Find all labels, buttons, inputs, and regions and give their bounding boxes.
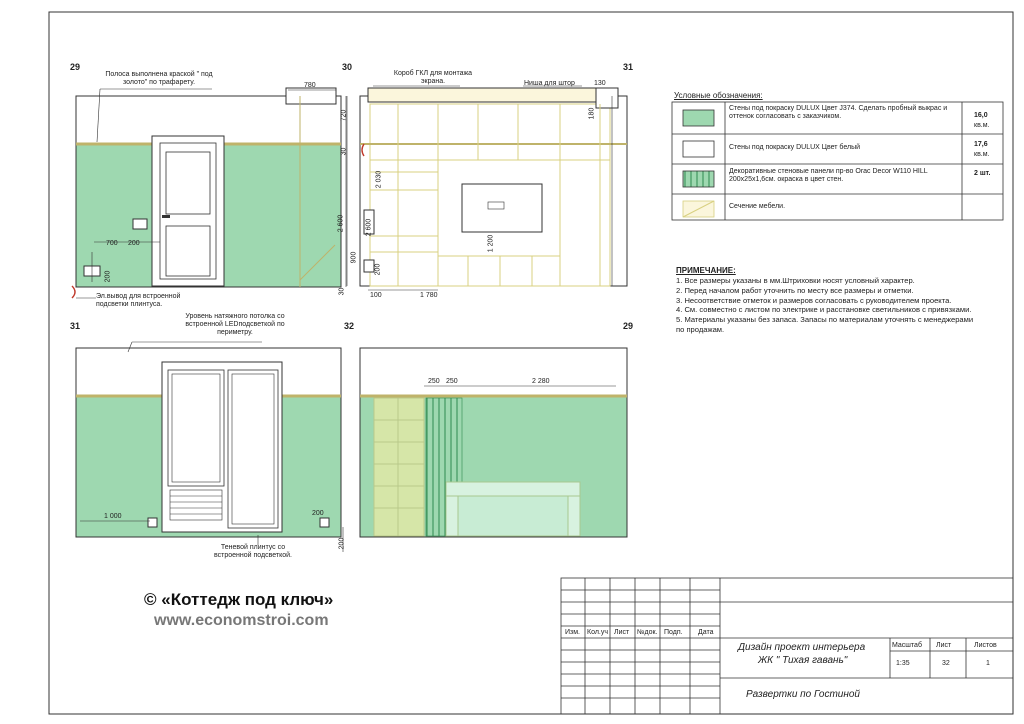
dim-130: 130 (594, 80, 606, 87)
dim-200a: 200 (128, 240, 140, 247)
legend-row-2-unit: кв.м. (974, 151, 990, 158)
legend-row-1-qty: 16,0 (974, 112, 988, 119)
elevation-ref-31b: 31 (70, 321, 81, 331)
elevation-ref-32: 32 (344, 321, 355, 331)
socket-icon (364, 260, 374, 272)
legend-swatch-panels (683, 171, 714, 187)
elevation-ref-30: 30 (342, 62, 353, 72)
tb-project-line2: ЖК " Тихая гавань" (758, 655, 848, 666)
elevation-ref-29b: 29 (623, 321, 634, 331)
callout-stretch-ceiling: Уровень натяжного потолка со встроенной LEDподсветкой по периметру. (185, 313, 285, 337)
dim-900: 900 (350, 251, 358, 264)
socket-icon (320, 518, 329, 527)
dim-1000: 1 000 (104, 513, 122, 520)
notes-heading: ПРИМЕЧАНИЕ: (676, 266, 736, 275)
elevation-29-30 (72, 88, 346, 298)
legend-swatch-green (683, 110, 714, 126)
company-website: www.economstroi.com (154, 612, 329, 629)
tv-socket-icon (488, 202, 504, 209)
tb-sheet-value: 32 (942, 660, 950, 667)
dim-250a: 250 (428, 378, 440, 385)
dim-180: 180 (588, 107, 596, 120)
legend-row-3-text: Декоративные стеновые панели пр-во Orac Decor W110 HILL 200х25х1,6см. окраска в цвет стен. (729, 168, 928, 184)
note-3: 3. Несоответствие отметок и размеров согласовать с руководителем проекта. (676, 295, 952, 305)
tb-col-list: Лист (614, 629, 630, 636)
dim-720: 720 (340, 109, 348, 122)
legend-row-1-unit: кв.м. (974, 122, 990, 129)
dim-200b: 200 (104, 270, 112, 283)
tb-drawing-title: Развертки по Гостиной (746, 689, 860, 700)
elevation-30-31 (347, 86, 627, 290)
sofa (446, 482, 580, 536)
dim-250b: 250 (446, 378, 458, 385)
legend-row-3-qty: 2 шт. (974, 170, 991, 177)
elevation-31-32 (76, 342, 346, 552)
legend-swatch-white (683, 141, 714, 157)
tb-col-koluch: Кол.уч (587, 629, 608, 636)
elevation-ref-29: 29 (70, 62, 81, 72)
tb-col-izm: Изм. (565, 629, 580, 636)
note-2: 2. Перед началом работ уточнить по месту все размеры и отметки. (676, 285, 914, 295)
callout-gkl-box: Короб ГКЛ для монтажа экрана. (393, 70, 473, 86)
dim-1780: 1 780 (420, 292, 438, 299)
socket-icon (148, 518, 157, 527)
legend-row-2-text: Стены под покраску DULUX Цвет белый (729, 144, 861, 151)
dim-780: 780 (304, 82, 316, 89)
dim-700: 700 (106, 240, 118, 247)
tb-sheets-label: Листов (974, 642, 997, 649)
dim-1200: 1 200 (487, 234, 495, 253)
legend-row-2-qty: 17,6 (974, 141, 988, 148)
elevation-ref-31: 31 (623, 62, 634, 72)
dim-200-bl: 200 (312, 510, 324, 517)
legend-title: Условные обозначения: (674, 91, 763, 100)
tb-col-data: Дата (698, 629, 714, 636)
tb-sheet-label: Лист (936, 642, 952, 649)
tb-scale-value: 1:35 (896, 660, 910, 667)
dim-2280: 2 280 (532, 378, 550, 385)
tb-scale-label: Масштаб (892, 642, 922, 649)
dim-30-bottom: 30 (338, 287, 346, 296)
legend-row-4-text: Сечение мебели. (729, 203, 786, 210)
dim-2600: 2 600 (337, 214, 345, 233)
tb-col-podp: Подп. (664, 629, 683, 636)
note-4: 4. См. совместно с листом по электрике и расстановке светильников с привязками. (676, 305, 972, 315)
callout-paint-strip: Полоса выполнена краской " под золото" по трафарету. (105, 71, 213, 87)
dim-100: 100 (370, 292, 382, 299)
legend-row-1-text: Стены под покраску DULUX Цвет J374. Сделать пробный выкрас и оттенок согласовать с заказчиком. (729, 105, 948, 121)
elevation-32-29 (360, 348, 627, 537)
socket-icon (133, 219, 147, 229)
tb-project-line1: Дизайн проект интерьера (738, 642, 866, 653)
dim-200-r: 200 (374, 263, 382, 276)
callout-plinth-socket: Эл.вывод для встроенной подсветки плинтуса. (96, 293, 181, 309)
radiator (170, 490, 222, 520)
tb-sheets-value: 1 (986, 660, 990, 667)
dim-2600-r: 2 600 (365, 218, 373, 237)
shelving-unit (374, 398, 424, 536)
dim-2030: 2 030 (375, 170, 383, 189)
note-5: 5. Материалы указаны без запаса. Запасы по материалам уточнять с менеджерами по продажам. (676, 315, 974, 334)
company-name: © «Коттедж под ключ» (144, 590, 334, 609)
callout-curtain-niche: Ниша для штор (524, 80, 575, 87)
dim-200-bl2: 200 (338, 537, 346, 550)
callout-shadow-plinth: Теневой плинтус со встроенной подсветкой. (213, 544, 292, 560)
note-1: 1. Все размеры указаны в мм.Штриховки носят условный характер. (676, 276, 915, 286)
tb-col-ndok: №док. (637, 629, 658, 636)
notes-block (676, 266, 976, 335)
dim-30-top: 30 (340, 147, 348, 156)
